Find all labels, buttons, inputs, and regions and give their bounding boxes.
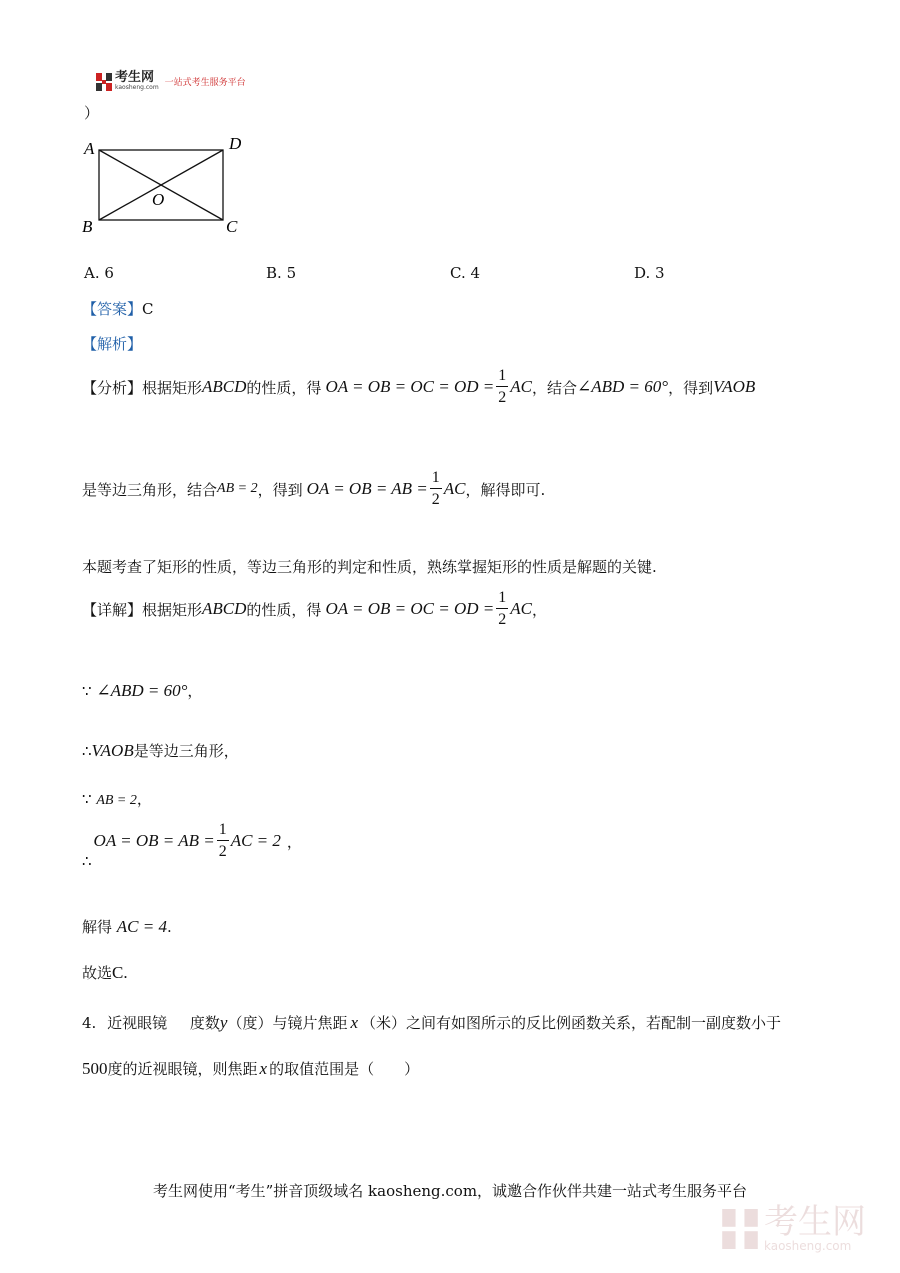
fenxi-fraction-1 <box>496 368 508 406</box>
fenxi-fraction-2 <box>430 470 442 508</box>
logo-name: 考生网 <box>115 70 155 85</box>
fraction-den: 2 <box>218 843 227 860</box>
question-number: 4. <box>82 1014 97 1032</box>
fenxi-triangle: VAOB <box>713 377 756 396</box>
fenxi-text-3: ，结合 <box>532 378 578 397</box>
var-x-2: x <box>259 1059 268 1078</box>
answer-tag: 【答案】 <box>82 300 143 318</box>
label-o: O <box>152 190 165 209</box>
continuation-paren: ） <box>84 104 100 122</box>
detail-triangle-text: 是等边三角形， <box>133 742 239 760</box>
question-text-1: 近视眼镜 <box>107 1014 168 1032</box>
logo-wordmark <box>115 72 159 91</box>
fenxi-angle: ∠ABD = 60° <box>577 377 669 396</box>
detail-line-because-angle <box>82 680 202 701</box>
watermark-wordmark <box>764 1202 866 1253</box>
choose-text: 故选 <box>82 964 113 982</box>
label-a: A <box>84 139 95 158</box>
solve-end: . <box>167 918 172 936</box>
fraction-num: 1 <box>496 590 508 609</box>
question-line2-text-2: 的取值范围是（ ） <box>269 1060 420 1078</box>
fenxi-line2-text-1: 是等边三角形，结合 <box>82 480 218 499</box>
fraction-num: 1 <box>430 470 442 489</box>
question-4-line-2 <box>82 1058 419 1079</box>
because-symbol: ∵ <box>82 682 92 700</box>
detail-line-solve <box>82 916 172 937</box>
comma: ， <box>286 832 302 851</box>
detail-line-therefore-triangle <box>82 740 239 761</box>
watermark-url: kaosheng.com <box>764 1239 852 1253</box>
detail-triangle: VAOB <box>91 741 134 760</box>
fenxi-line2-text-2: ，得到 <box>257 480 303 499</box>
option-c <box>450 264 480 282</box>
label-b: B <box>82 217 93 236</box>
detail-fraction-1 <box>496 590 508 628</box>
watermark <box>722 1202 866 1253</box>
detail-fraction-2 <box>217 822 229 860</box>
question-text-3: （度）与镜片焦距 <box>227 1014 348 1032</box>
detail-line-therefore-eq <box>82 822 302 872</box>
detail-tag: 【详解】 <box>82 600 143 619</box>
answer-value: C <box>142 300 154 318</box>
watermark-logo-icon <box>722 1209 758 1249</box>
fenxi-text-1: 根据矩形 <box>142 378 203 397</box>
question-500: 500 <box>82 1059 108 1078</box>
fenxi-line-1 <box>82 368 755 406</box>
therefore-symbol-2: ∴ <box>82 852 92 870</box>
detail-ab2: AB = 2 <box>96 793 137 808</box>
option-a-value: 6 <box>104 264 114 282</box>
fenxi-line-2 <box>82 470 545 508</box>
detail-comma: ， <box>532 600 548 619</box>
comma: ， <box>187 682 203 700</box>
rectangle-figure <box>78 130 258 240</box>
fraction-den: 2 <box>431 491 440 508</box>
fenxi-ab2: AB = 2 <box>217 481 258 496</box>
var-x: x <box>350 1013 359 1032</box>
logo-url: kaosheng.com <box>115 84 159 91</box>
option-b-key: B. <box>266 264 282 282</box>
choose-value: C. <box>112 963 128 982</box>
option-d <box>634 264 665 282</box>
fenxi-ac: AC <box>510 377 532 396</box>
analysis-tag: 【解析】 <box>82 335 143 353</box>
detail-line-1 <box>82 590 547 628</box>
detail-line-because-ab <box>82 788 152 809</box>
fraction-den: 2 <box>498 389 507 406</box>
fenxi-text-2: 的性质，得 <box>246 378 322 397</box>
therefore-symbol: ∴ <box>82 742 92 760</box>
answer-line <box>82 298 154 319</box>
detail-angle: ∠ABD = 60° <box>96 681 188 700</box>
option-c-value: 4 <box>470 264 481 282</box>
comma: ， <box>136 790 152 808</box>
fenxi-eq1: OA = OB = OC = OD = <box>325 377 495 396</box>
question-line2-text-1: 度的近视眼镜，则焦距 <box>107 1060 258 1078</box>
question-4-line-1 <box>82 1012 781 1033</box>
detail-abcd: ABCD <box>202 599 247 618</box>
var-y: y <box>219 1013 228 1032</box>
footer-text: 考生网使用“考生”拼音顶级域名 kaosheng.com，诚邀合作伙伴共建一站式考生服务平台 <box>152 1182 748 1200</box>
detail-ac: AC <box>510 599 532 618</box>
solve-eq: AC = 4 <box>116 917 167 936</box>
fraction-num: 1 <box>496 368 508 387</box>
label-d: D <box>229 134 242 153</box>
fenxi-eq2: OA = OB = AB = <box>306 479 428 498</box>
summary: 本题考查了矩形的性质，等边三角形的判定和性质，熟练掌握矩形的性质是解题的关键. <box>82 558 657 576</box>
fenxi-text-4: ，得到 <box>668 378 714 397</box>
question-text-4: （米）之间有如图所示的反比例函数关系，若配制一副度数小于 <box>361 1014 782 1032</box>
because-symbol-2: ∵ <box>82 790 92 808</box>
option-d-value: 3 <box>655 264 665 282</box>
header-logo <box>96 72 246 91</box>
detail-eq1: OA = OB = OC = OD = <box>325 599 495 618</box>
option-c-key: C. <box>450 264 466 282</box>
option-a <box>84 264 114 282</box>
fenxi-ac-2: AC <box>443 479 466 498</box>
question-text-2: 度数 <box>189 1014 220 1032</box>
fenxi-line2-text-3: ，解得即可. <box>465 480 546 499</box>
detail-text-1: 根据矩形 <box>142 600 203 619</box>
detail-eq3-group <box>94 822 302 860</box>
option-a-key: A. <box>84 264 100 282</box>
solve-text: 解得 <box>82 918 113 936</box>
fraction-num: 1 <box>217 822 229 841</box>
watermark-name: 考生网 <box>764 1202 866 1242</box>
label-c: C <box>226 217 238 236</box>
option-b <box>266 264 296 282</box>
detail-eq3-tail: AC = 2 <box>230 831 281 850</box>
logo-icon <box>96 73 112 91</box>
option-d-key: D. <box>634 264 651 282</box>
fraction-den: 2 <box>498 611 507 628</box>
detail-text-2: 的性质，得 <box>246 600 322 619</box>
detail-eq3: OA = OB = AB = <box>93 831 215 850</box>
detail-line-choose <box>82 962 128 983</box>
fenxi-tag: 【分析】 <box>82 378 143 397</box>
fenxi-abcd: ABCD <box>202 377 247 396</box>
logo-slogan: 一站式考生服务平台 <box>164 78 246 88</box>
option-b-value: 5 <box>286 264 297 282</box>
